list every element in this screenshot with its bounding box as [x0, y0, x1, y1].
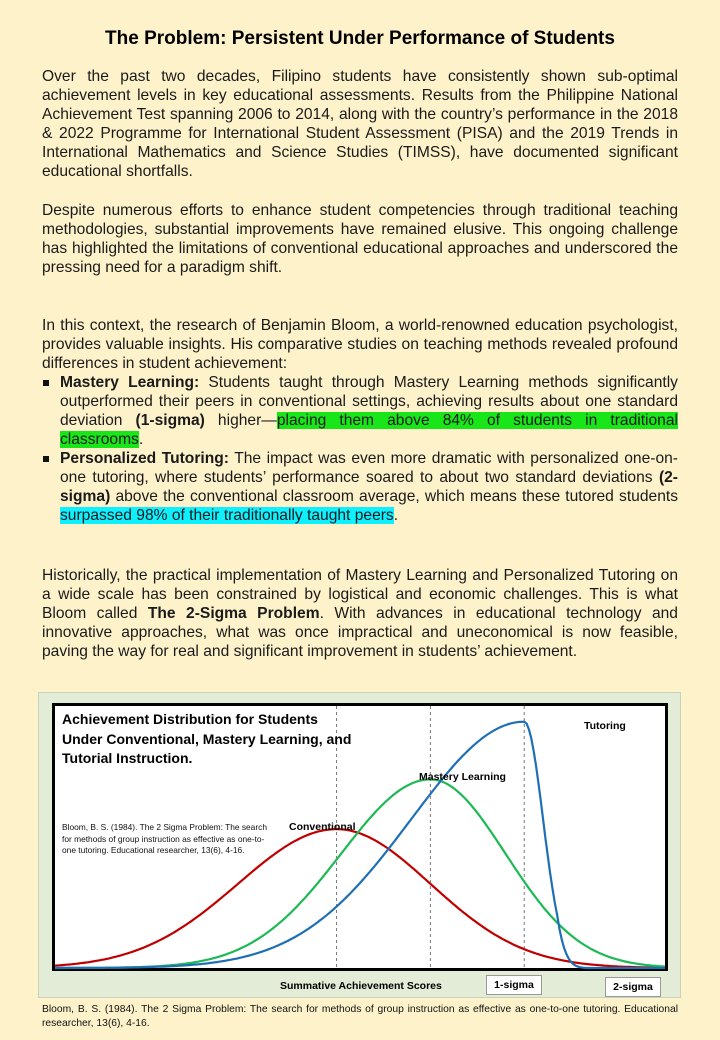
- paragraph-text: . With advances in educational technology and innovative approaches, what was once impractical and uneconomical is now feasible, paving the way for real and significant improvement in students’ achievement.: [42, 605, 678, 660]
- bullet-bold: (2-sigma): [60, 469, 678, 505]
- bullet-bold: (1-sigma): [135, 412, 205, 429]
- bullet-text: The impact was even more dramatic with personalized one-on-one tutoring, where students’ performance soared to about two standard deviations: [60, 450, 678, 486]
- bullet-label: Mastery Learning:: [60, 374, 200, 391]
- bullet-end: .: [393, 507, 399, 524]
- paragraph-text: Historically, the practical implementation of Mastery Learning and Personalized Tutoring on a wide scale has been constrained by logistical and economic challenges. This is what Bloom called: [42, 567, 678, 622]
- figure-caption: Bloom, B. S. (1984). The 2 Sigma Problem: The search for methods of group instruction as effective as one-to-one tutoring. Educational researcher, 13(6), 4-16.: [42, 1004, 678, 1029]
- x-axis-label: Summative Achievement Scores: [280, 980, 442, 992]
- x-marker-2-sigma: 2-sigma: [605, 977, 661, 997]
- findings-list: [42, 373, 678, 525]
- bullet-text: above the conventional classroom average, which means these tutored students: [110, 488, 678, 505]
- bullet-text: higher—: [204, 412, 277, 429]
- x-marker-1-sigma: 1-sigma: [486, 975, 542, 995]
- page-title: The Problem: Persistent Under Performance of Students: [105, 28, 615, 49]
- paragraph-two-sigma: [42, 566, 678, 661]
- series-label-tutoring: Tutoring: [584, 720, 626, 732]
- bullet-label: Personalized Tutoring:: [60, 450, 229, 467]
- highlight-green: placing them above 84% of students in traditional classrooms: [60, 412, 678, 448]
- two-sigma-term: The 2-Sigma Problem: [147, 605, 320, 622]
- list-item-tutoring: [42, 449, 678, 525]
- highlight-cyan: surpassed 98% of their traditionally taught peers: [60, 507, 394, 524]
- series-label-mastery: Mastery Learning: [419, 771, 506, 783]
- paragraph-intro: Over the past two decades, Filipino students have consistently shown sub-optimal achievement levels in key educational assessments. Results from the Philippine National Achievement Test spanning 2006 to 2014, along with the country’s performance in the 2018 & 2022 Programme for International Student Assessment (PISA) and the 2019 Trends in International Mathematics and Science Studies (TIMSS), have documented significant educational shortfalls.: [42, 68, 678, 180]
- paragraph-efforts: Despite numerous efforts to enhance student competencies through traditional teaching methodologies, substantial improvements have remained elusive. This ongoing challenge has highlighted the limitations of conventional educational approaches and underscored the pressing need for a paradigm shift.: [42, 202, 678, 276]
- chart-inset-citation: Bloom, B. S. (1984). The 2 Sigma Problem: The search for methods of group instruction as effective as one-to-one tutoring. Educational researcher, 13(6), 4-16.: [62, 822, 267, 855]
- bullet-text: Students taught through Mastery Learning methods significantly outperformed their peers in conventional settings, achieving results about one standard deviation: [60, 374, 678, 429]
- paragraph-bloom: In this context, the research of Benjamin Bloom, a world-renowned education psychologist, provides valuable insights. His comparative studies on teaching methods revealed profound differences in student achievement:: [42, 317, 678, 372]
- series-label-conventional: Conventional: [289, 821, 356, 833]
- bullet-end: .: [138, 431, 144, 448]
- list-item-mastery: [42, 373, 678, 449]
- series-curve-mastery-learning: [55, 779, 665, 968]
- chart-title: Achievement Distribution for Students Under Conventional, Mastery Learning, and Tutorial Instruction.: [62, 711, 352, 766]
